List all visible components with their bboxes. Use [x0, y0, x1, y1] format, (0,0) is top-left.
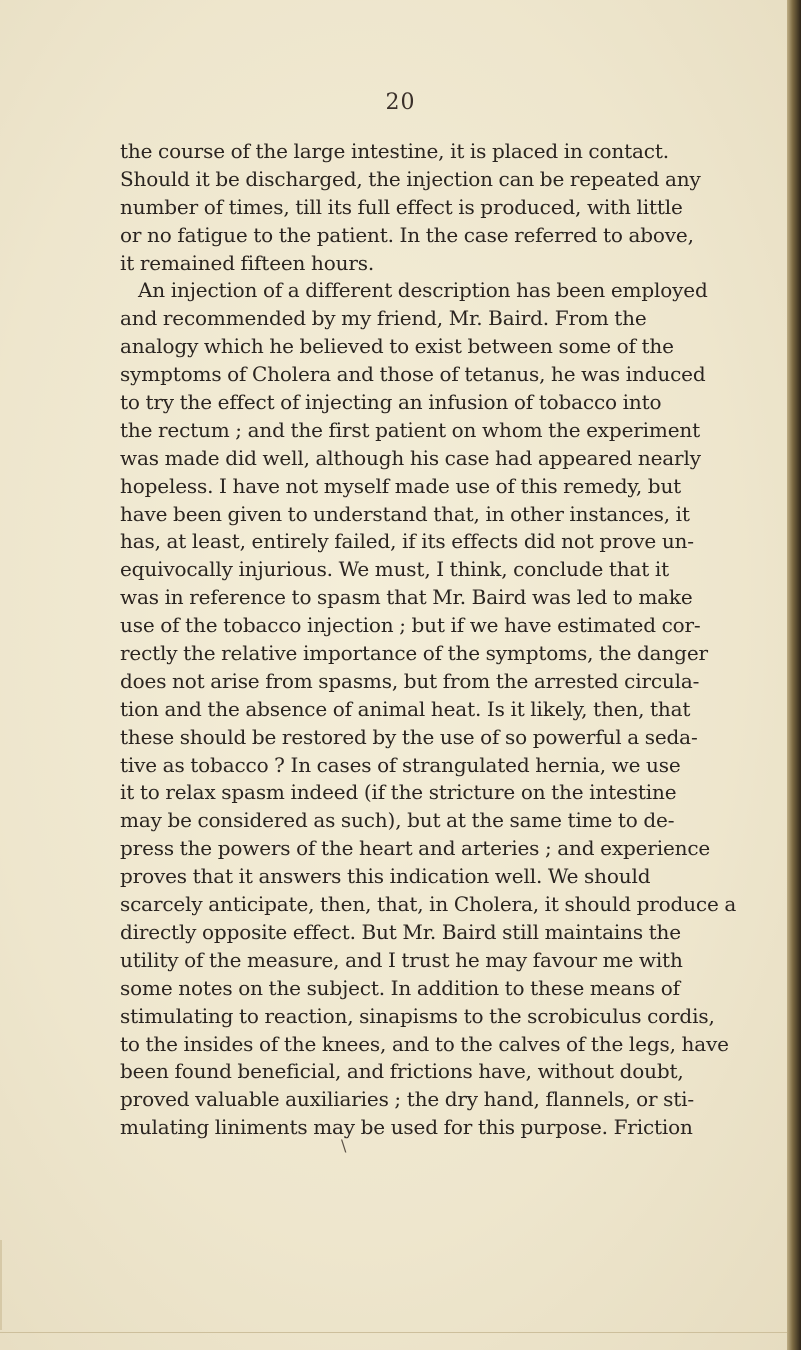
text-line: Should it be discharged, the injection can be repeated any — [120, 166, 701, 191]
text-line: was made did well, although his case had appeared nearly — [120, 445, 701, 470]
text-line: tive as tobacco ? In cases of strangulated hernia, we use — [120, 752, 681, 777]
text-line: mulating liniments may be used for this purpose. Friction — [120, 1115, 693, 1140]
text-line: been found beneficial, and frictions have, without doubt, — [120, 1059, 684, 1084]
body-text — [120, 138, 790, 1142]
text-line: some notes on the subject. In addition to these means of — [120, 975, 680, 1000]
text-line: or no fatigue to the patient. In the case referred to above, — [120, 222, 694, 247]
text-line: have been given to understand that, in other instances, it — [120, 501, 690, 526]
text-line: rectly the relative importance of the symptoms, the danger — [120, 641, 708, 666]
text-line: hopeless. I have not myself made use of this remedy, but — [120, 473, 682, 498]
text-line: equivocally injurious. We must, I think, conclude that it — [120, 557, 670, 582]
text-line: proved valuable auxiliaries ; the dry hand, flannels, or sti- — [120, 1087, 695, 1112]
text-line: to try the effect of injecting an infusion of tobacco into — [120, 390, 662, 415]
text-line: to the insides of the knees, and to the calves of the legs, have — [120, 1031, 729, 1056]
text-line: use of the tobacco injection ; but if we have estimated cor- — [120, 613, 701, 638]
text-line: the rectum ; and the first patient on whom the experiment — [120, 417, 701, 442]
text-line: number of times, till its full effect is produced, with little — [120, 194, 683, 219]
text-line: was in reference to spasm that Mr. Baird was led to make — [120, 585, 693, 610]
text-line: has, at least, entirely failed, if its effects did not prove un- — [120, 529, 694, 554]
text-line: it to relax spasm indeed (if the stricture on the intestine — [120, 780, 677, 805]
page-number: 20 — [385, 90, 416, 115]
page-bottom-rule — [0, 1332, 787, 1333]
text-line: it remained fifteen hours. — [120, 250, 375, 275]
text-line: and recommended by my friend, Mr. Baird. From the — [120, 306, 647, 331]
text-line: symptoms of Cholera and those of tetanus, he was induced — [120, 362, 706, 387]
text-line: may be considered as such), but at the same time to de- — [120, 808, 675, 833]
text-line: scarcely anticipate, then, that, in Cholera, it should produce a — [120, 892, 737, 917]
text-line: stimulating to reaction, sinapisms to the scrobiculus cordis, — [120, 1003, 715, 1028]
text-line: directly opposite effect. But Mr. Baird still maintains the — [120, 919, 681, 944]
text-line: An injection of a different description has been employed — [138, 278, 708, 303]
binding-edge — [787, 0, 801, 1350]
text-line: utility of the measure, and I trust he may favour me with — [120, 947, 683, 972]
page-left-mark — [0, 1240, 2, 1330]
text-line: analogy which he believed to exist between some of the — [120, 334, 674, 359]
signature-mark: \ — [341, 1136, 347, 1155]
text-line: proves that it answers this indication well. We should — [120, 864, 651, 889]
text-line: tion and the absence of animal heat. Is it likely, then, that — [120, 696, 691, 721]
text-line: does not arise from spasms, but from the arrested circula- — [120, 668, 700, 693]
text-line: these should be restored by the use of so powerful a seda- — [120, 724, 698, 749]
text-line: the course of the large intestine, it is placed in contact. — [120, 139, 669, 163]
text-line: press the powers of the heart and arteries ; and experience — [120, 836, 711, 861]
